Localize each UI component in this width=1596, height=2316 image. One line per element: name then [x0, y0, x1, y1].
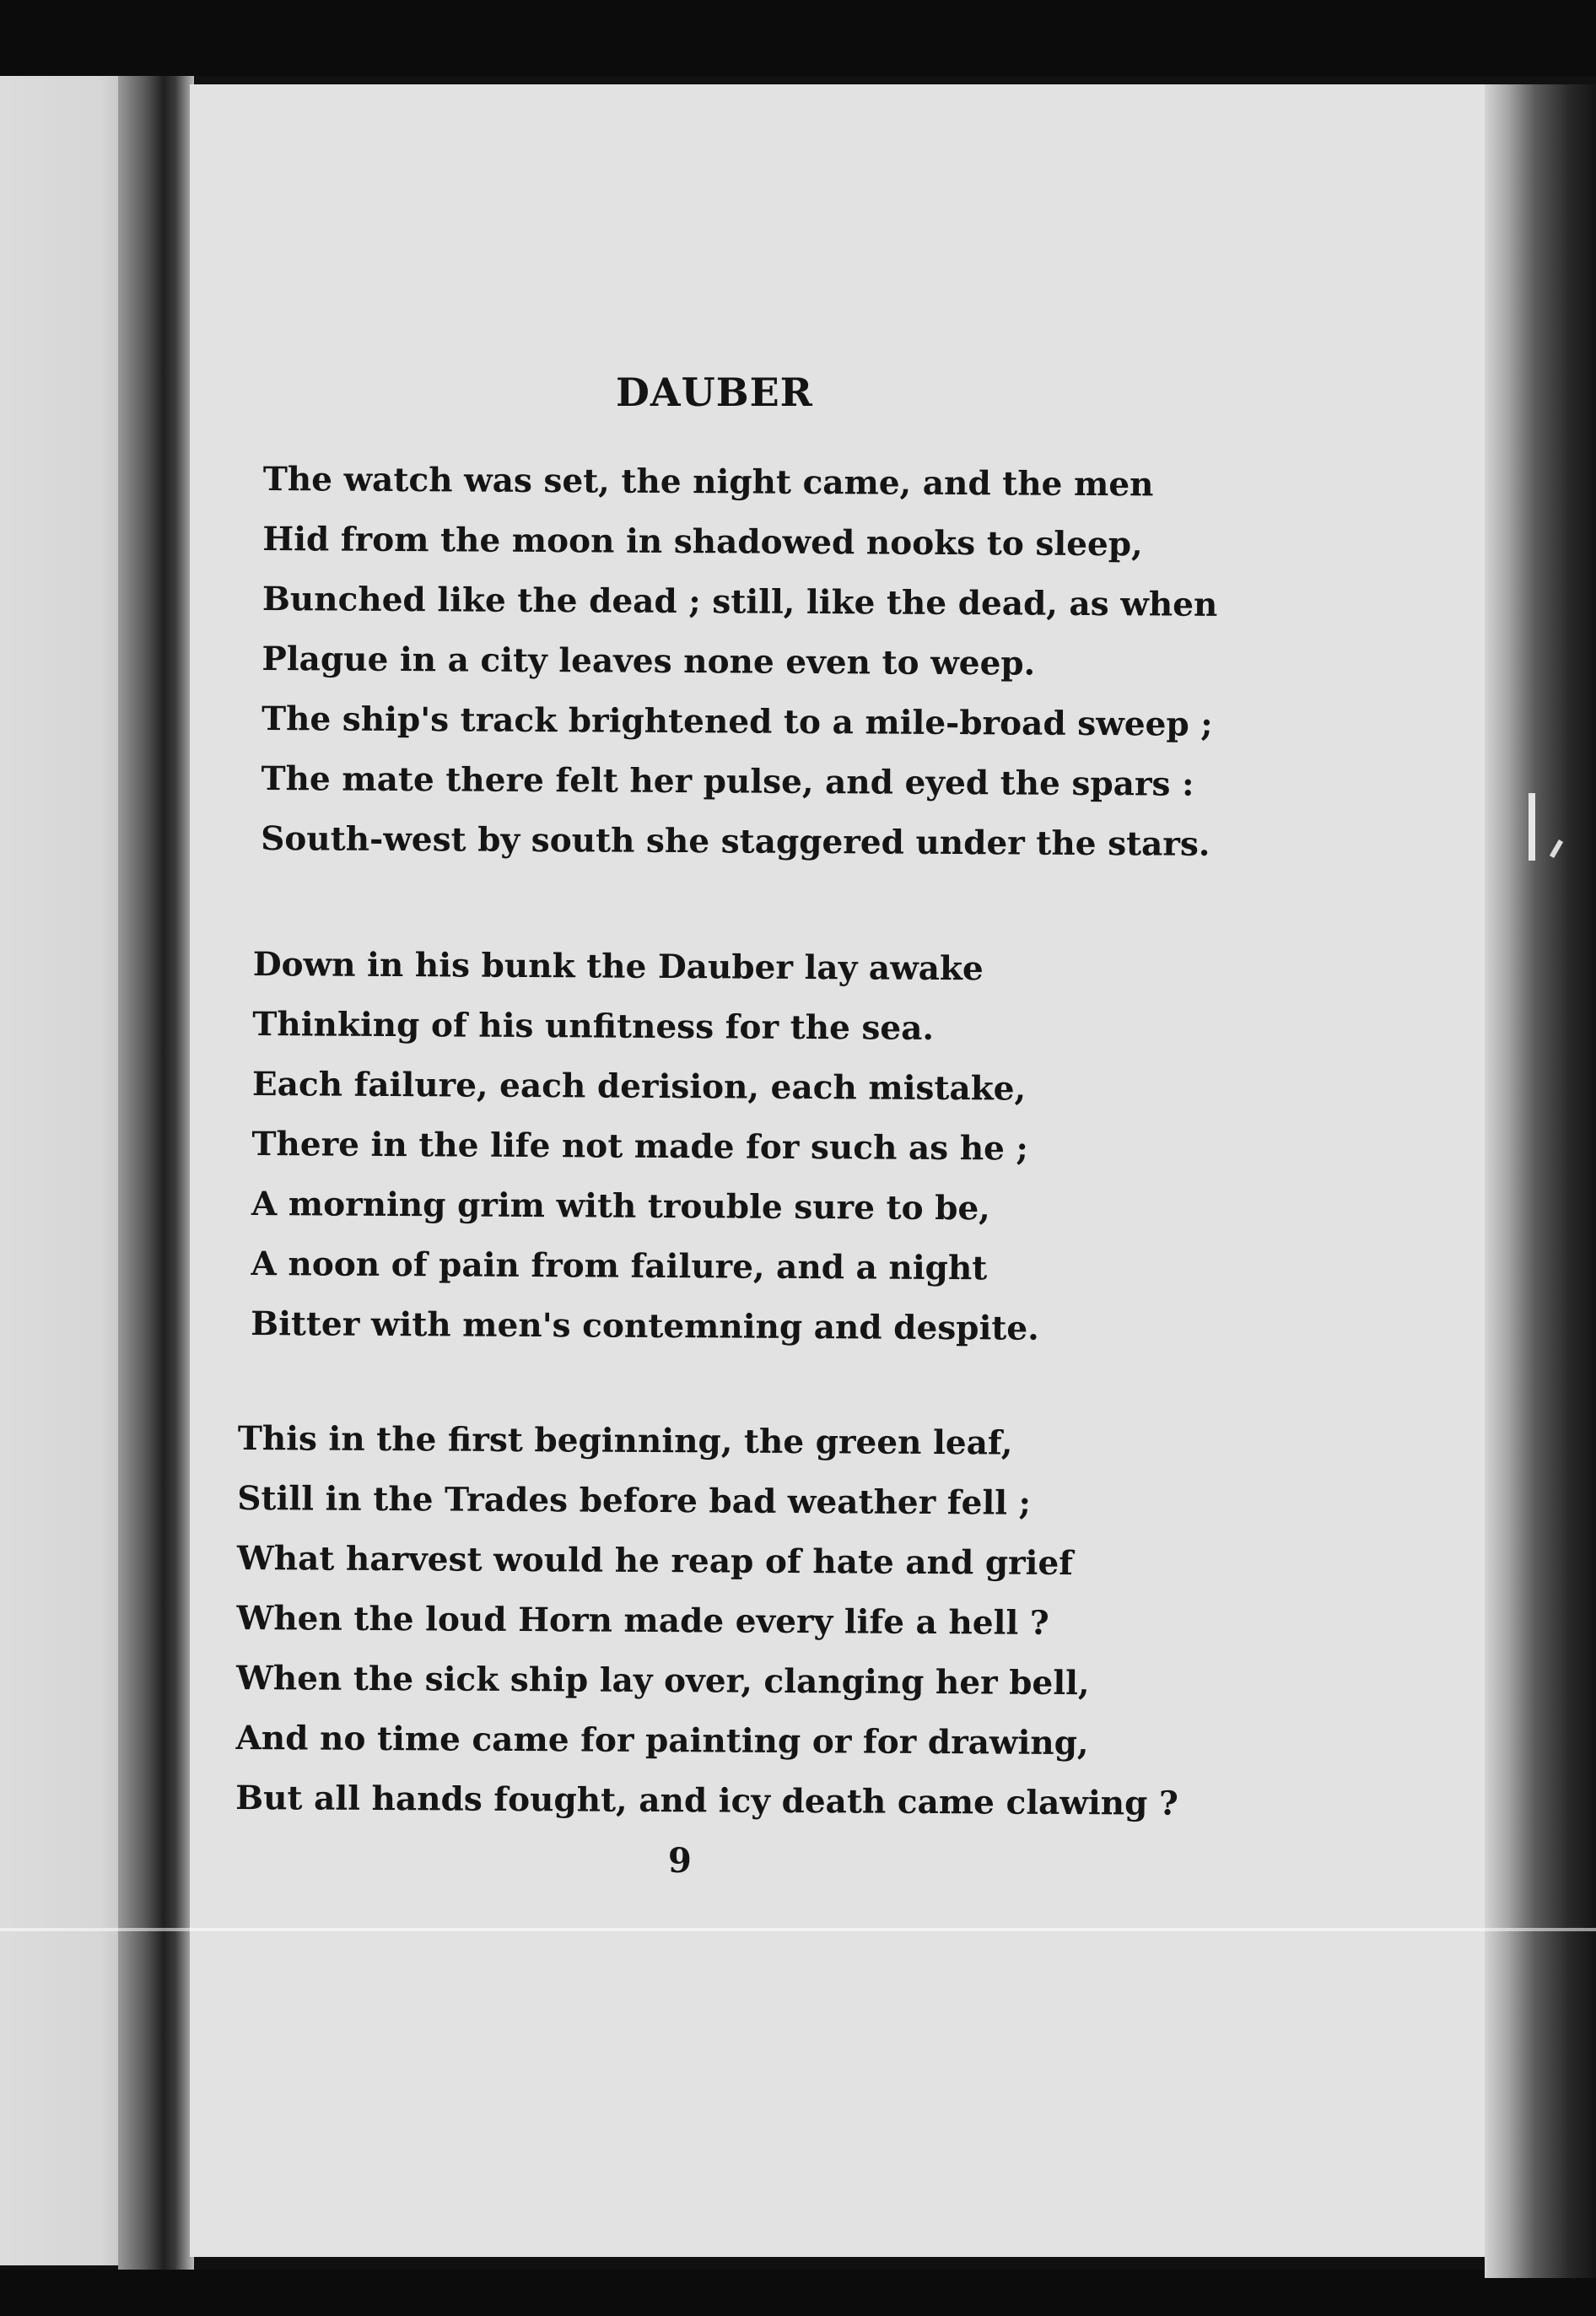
poem-line: Down in his bunk the Dauber lay awake: [252, 944, 984, 989]
poem-line: What harvest would he reap of hate and grief: [236, 1538, 1074, 1584]
edge-mark: [1529, 793, 1535, 861]
poem-line: Hid from the moon in shadowed nooks to sleep,: [262, 519, 1143, 564]
stanza-2: [251, 935, 1042, 1359]
poem-line: When the loud Horn made every life a hell ?: [236, 1598, 1049, 1643]
poem-line: Still in the Trades before bad weather fell ;: [237, 1478, 1032, 1523]
poem-line: The watch was set, the night came, and the men: [262, 459, 1154, 505]
right-page-edge: [1485, 84, 1596, 2278]
poem-line: Bunched like the dead ; still, like the dead, as when: [262, 579, 1218, 624]
scan-artifact-line: [0, 1928, 1596, 1931]
poem-line: The ship's track brightened to a mile-broad sweep ;: [261, 699, 1213, 744]
poem-line: There in the life not made for such as he ;: [251, 1124, 1029, 1169]
poem-line: And no time came for painting or for drawing,: [235, 1718, 1089, 1763]
poem-title: DAUBER: [616, 370, 813, 415]
poem-line: Each failure, each derision, each mistake,: [251, 1064, 1027, 1109]
poem-line: Thinking of his unfitness for the sea.: [252, 1004, 935, 1048]
poem-line: A morning grim with trouble sure to be,: [251, 1184, 990, 1228]
poem-line: But all hands fought, and icy death came clawing ?: [235, 1778, 1178, 1823]
poem-line: Plague in a city leaves none even to weep.: [262, 639, 1036, 683]
stanza-3: [235, 1409, 1181, 1834]
poem-line: This in the first beginning, the green leaf,: [237, 1418, 1013, 1463]
poem-line: South-west by south she staggered under the stars.: [261, 818, 1210, 864]
stanza-1: [261, 450, 1218, 875]
poem-line: When the sick ship lay over, clanging her bell,: [235, 1658, 1090, 1703]
poem-line: A noon of pain from failure, and a night: [251, 1244, 988, 1288]
book-gutter: [118, 76, 194, 2270]
page-number: 9: [668, 1841, 692, 1881]
poem-line: The mate there felt her pulse, and eyed the spars :: [261, 759, 1194, 804]
poem-line: Bitter with men's contemning and despite.: [251, 1304, 1039, 1348]
